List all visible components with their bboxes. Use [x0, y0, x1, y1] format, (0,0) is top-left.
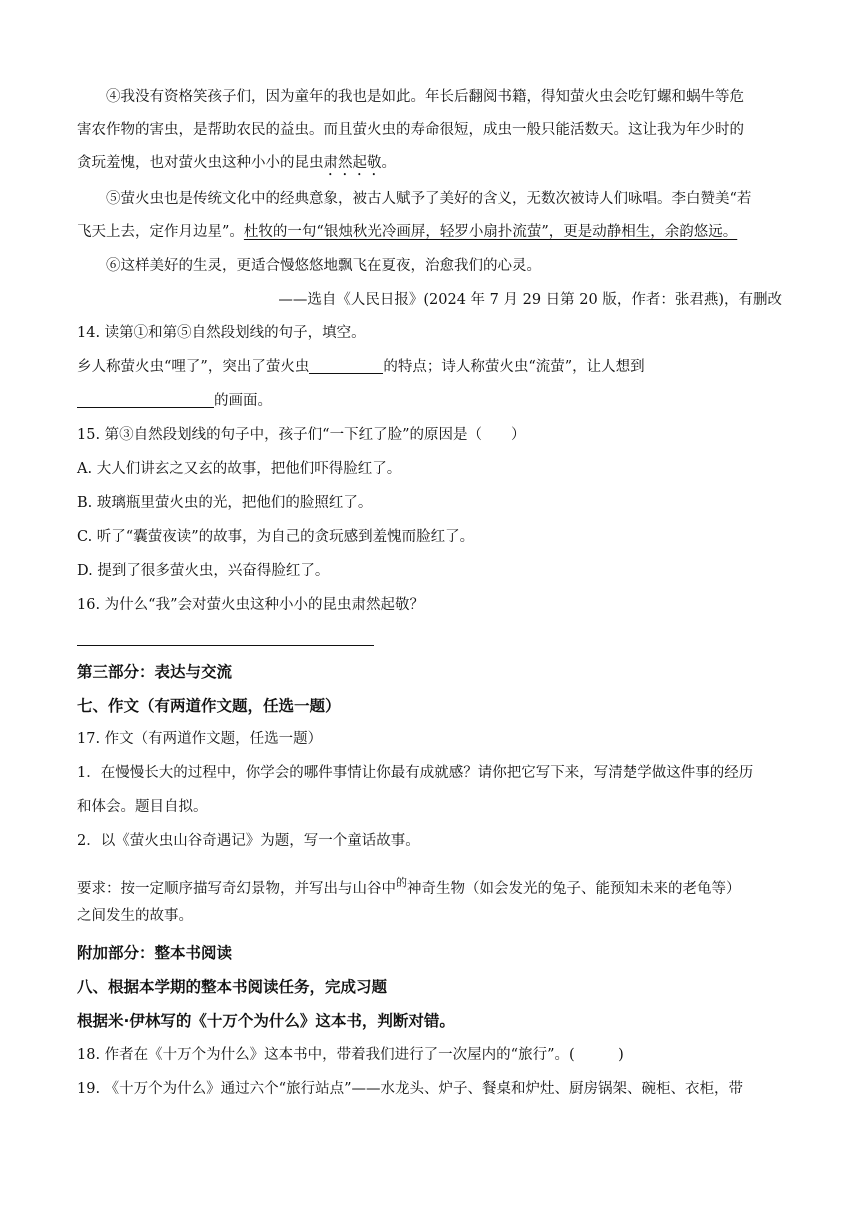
q18-stem: 18. 作者在《十万个为什么》这本书中，带着我们进行了一次屋内的“旅行”。( ) — [77, 1047, 624, 1063]
q14-stem: 14. 读第①和第⑤自然段划线的句子，填空。 — [77, 325, 366, 341]
para6: ⑥这样美好的生灵，更适合慢悠悠地飘飞在夏夜，治愈我们的心灵。 — [106, 258, 541, 274]
para5-line2 — [77, 216, 782, 249]
q17-stem: 17. 作文（有两道作文题，任选一题） — [77, 731, 323, 747]
para4-end: 。 — [381, 155, 396, 171]
source-citation: ——选自《人民日报》(2024 年 7 月 29 日第 20 版，作者：张君燕)，有删改 — [278, 292, 782, 308]
q15-option-b[interactable]: B. 玻璃瓶里萤火虫的光，把他们的脸照红了。 — [77, 495, 373, 511]
q16-answer-line[interactable] — [77, 645, 374, 646]
q19-stem: 19. 《十万个为什么》通过六个“旅行站点”——水龙头、炉子、餐桌和炉灶、厨房锅架、碗柜、衣柜，带 — [77, 1081, 743, 1097]
q17-requirement-line2: 之间发生的故事。 — [77, 908, 193, 924]
para5-text: 飞天上去，定作月边星”。 — [77, 224, 244, 240]
q17-topic2: 2．以《萤火虫山谷奇遇记》为题，写一个童话故事。 — [77, 833, 420, 849]
underlined-sentence: 杜牧的一句“银烛秋光冷画屏，轻罗小扇扑流萤”，更是动静相生，余韵悠远。 — [243, 224, 738, 240]
para4-line3 — [77, 147, 782, 180]
q15-option-c[interactable]: C. 听了“囊萤夜读”的故事，为自己的贪玩感到羞愧而脸红了。 — [77, 529, 475, 545]
answer-blank-2[interactable] — [77, 391, 214, 408]
q14-line1 — [77, 351, 782, 384]
answer-blank-1[interactable] — [309, 357, 383, 374]
q14-text-b: 的特点；诗人称萤火虫“流萤”，让人想到 — [383, 359, 645, 375]
q16-stem: 16. 为什么“我”会对萤火虫这种小小的昆虫肃然起敬？ — [77, 597, 424, 613]
q17-topic1-line2: 和体会。题目自拟。 — [77, 799, 208, 815]
section7-heading: 七、作文（有两道作文题，任选一题） — [77, 697, 341, 715]
req-text-a: 要求：按一定顺序描写奇幻景物，并写出与山谷中 — [77, 881, 396, 897]
q17-topic1-line1: 1．在慢慢长大的过程中，你学会的哪件事情让你最有成就感？请你把它写下来，写清楚学做这件事的经历 — [77, 765, 754, 781]
book-task-heading: 根据米·伊林写的《十万个为什么》这本书，判断对错。 — [77, 1012, 455, 1030]
q14-text-c: 的画面。 — [214, 393, 272, 409]
part3-heading: 第三部分：表达与交流 — [77, 663, 233, 681]
q15-option-a[interactable]: A. 大人们讲玄之又玄的故事，把他们吓得脸红了。 — [77, 461, 402, 477]
para4-line2: 害农作物的害虫，是帮助农民的益虫。而且萤火虫的寿命很短，成虫一般只能活数天。这让我为年少时的 — [77, 122, 744, 138]
para5-line1: ⑤萤火虫也是传统文化中的经典意象，被古人赋予了美好的含义，无数次被诗人们咏唱。李白赞美“若 — [106, 191, 752, 207]
q14-text-a: 乡人称萤火虫“哩了”，突出了萤火虫 — [77, 359, 310, 375]
para4-line1: ④我没有资格笑孩子们，因为童年的我也是如此。年长后翻阅书籍，得知萤火虫会吃钉螺和蜗牛等危 — [106, 89, 744, 105]
extra-part-heading: 附加部分：整本书阅读 — [77, 944, 233, 962]
para4-text: 贪玩羞愧，也对萤火虫这种小小的昆虫 — [77, 155, 324, 171]
req-text-b: 神奇生物（如会发光的兔子、能预知未来的老龟等） — [407, 881, 741, 897]
q15-option-d[interactable]: D. 提到了很多萤火虫，兴奋得脸红了。 — [77, 563, 330, 579]
section8-heading: 八、根据本学期的整本书阅读任务，完成习题 — [77, 978, 388, 996]
emphasis-phrase: 肃然起敬 — [323, 155, 382, 171]
q14-line2 — [77, 385, 782, 418]
q15-stem: 15. 第③自然段划线的句子中，孩子们“一下红了脸”的原因是（ ） — [77, 427, 526, 443]
req-raised-char: 的 — [396, 876, 407, 889]
